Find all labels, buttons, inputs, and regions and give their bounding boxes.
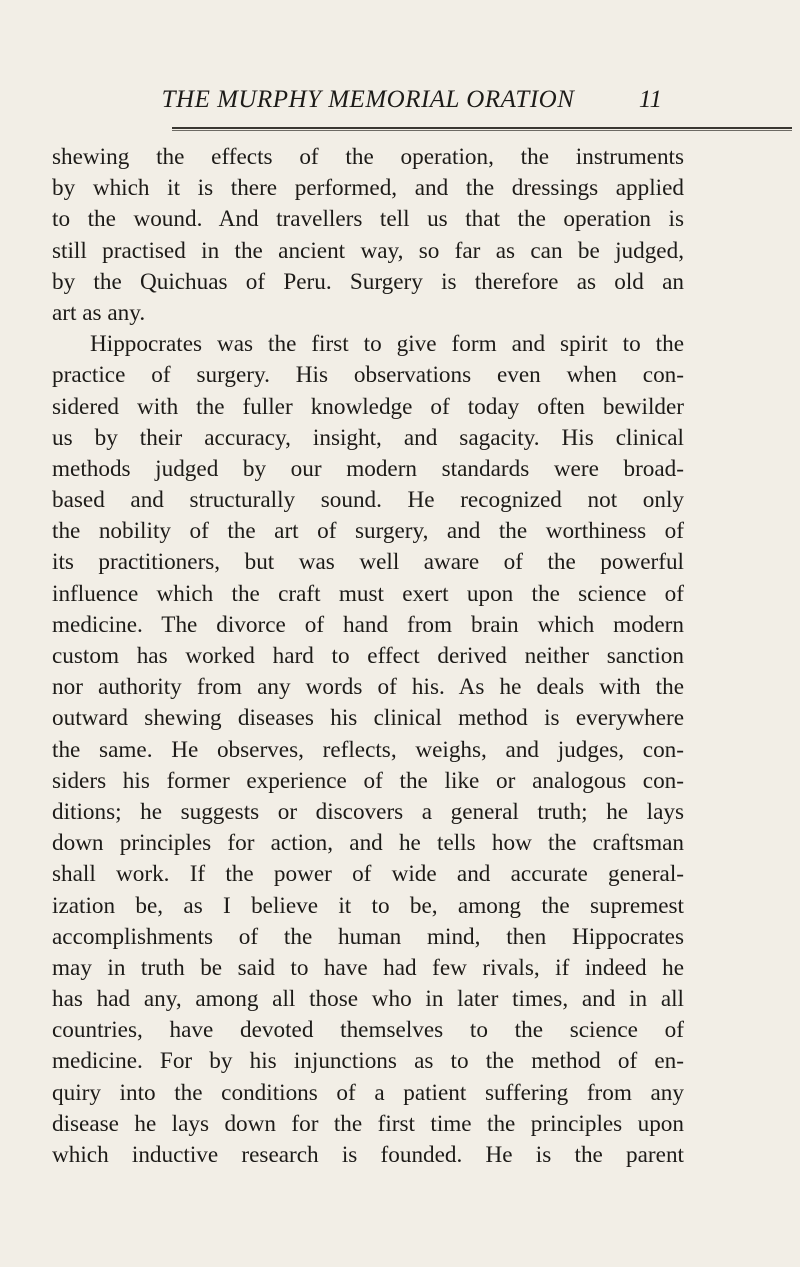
text-line: ization be, as I believe it to be, among the supremest <box>52 892 684 919</box>
running-head <box>138 84 662 124</box>
text-line: art as any. <box>52 299 146 326</box>
text-line: practice of surgery. His observations even when con- <box>52 362 684 389</box>
text-line: which inductive research is founded. He is the parent <box>52 1142 684 1168</box>
text-line: siders his former experience of the like or analogous con- <box>52 767 684 794</box>
text-line: medicine. The divorce of hand from brain which modern <box>52 611 684 638</box>
text-line: shall work. If the power of wide and accurate general- <box>52 861 684 888</box>
text-line: us by their accuracy, insight, and sagacity. His clinical <box>52 424 684 451</box>
text-line: the same. He observes, reflects, weighs, and judges, con- <box>52 736 684 763</box>
text-line: to the wound. And travellers tell us that the operation is <box>52 206 684 233</box>
text-line: based and structurally sound. He recognized not only <box>52 487 684 514</box>
text-line: sidered with the fuller knowledge of today often bewilder <box>52 393 684 420</box>
text-line: Hippocrates was the first to give form and spirit to the <box>90 331 684 358</box>
text-line: by the Quichuas of Peru. Surgery is therefore as old an <box>52 268 684 295</box>
text-line: medicine. For by his injunctions as to the method of en- <box>52 1048 684 1075</box>
text-line: by which it is there performed, and the dressings applied <box>52 175 684 202</box>
text-line: the nobility of the art of surgery, and the worthiness of <box>52 518 684 545</box>
text-line: custom has worked hard to effect derived neither sanction <box>52 643 684 669</box>
text-line: accomplishments of the human mind, then Hippocrates <box>52 923 684 950</box>
text-line: ditions; he suggests or discovers a general truth; he lays <box>52 798 684 825</box>
text-line: still practised in the ancient way, so far as can be judged, <box>52 237 684 264</box>
text-line: down principles for action, and he tells how the craftsman <box>52 830 684 857</box>
text-line: outward shewing diseases his clinical method is everywhere <box>52 705 684 732</box>
text-line: countries, have devoted themselves to the science of <box>52 1017 684 1044</box>
text-line: disease he lays down for the first time the principles upon <box>52 1110 684 1137</box>
header-rule <box>172 127 792 129</box>
text-line: nor authority from any words of his. As he deals with the <box>52 674 684 701</box>
body-text <box>52 142 684 1171</box>
running-head-title: THE MURPHY MEMORIAL ORATION <box>161 86 575 113</box>
page-number: 11 <box>638 86 662 113</box>
text-line: its practitioners, but was well aware of the powerful <box>52 549 684 576</box>
text-line: may in truth be said to have had few rivals, if indeed he <box>52 954 684 981</box>
text-line: quiry into the conditions of a patient suffering from any <box>52 1079 684 1106</box>
text-line: shewing the effects of the operation, the instruments <box>52 144 684 170</box>
text-line: has had any, among all those who in later times, and in all <box>52 986 684 1013</box>
text-line: methods judged by our modern standards were broad- <box>52 455 684 482</box>
text-line: influence which the craft must exert upon the science of <box>52 580 684 607</box>
